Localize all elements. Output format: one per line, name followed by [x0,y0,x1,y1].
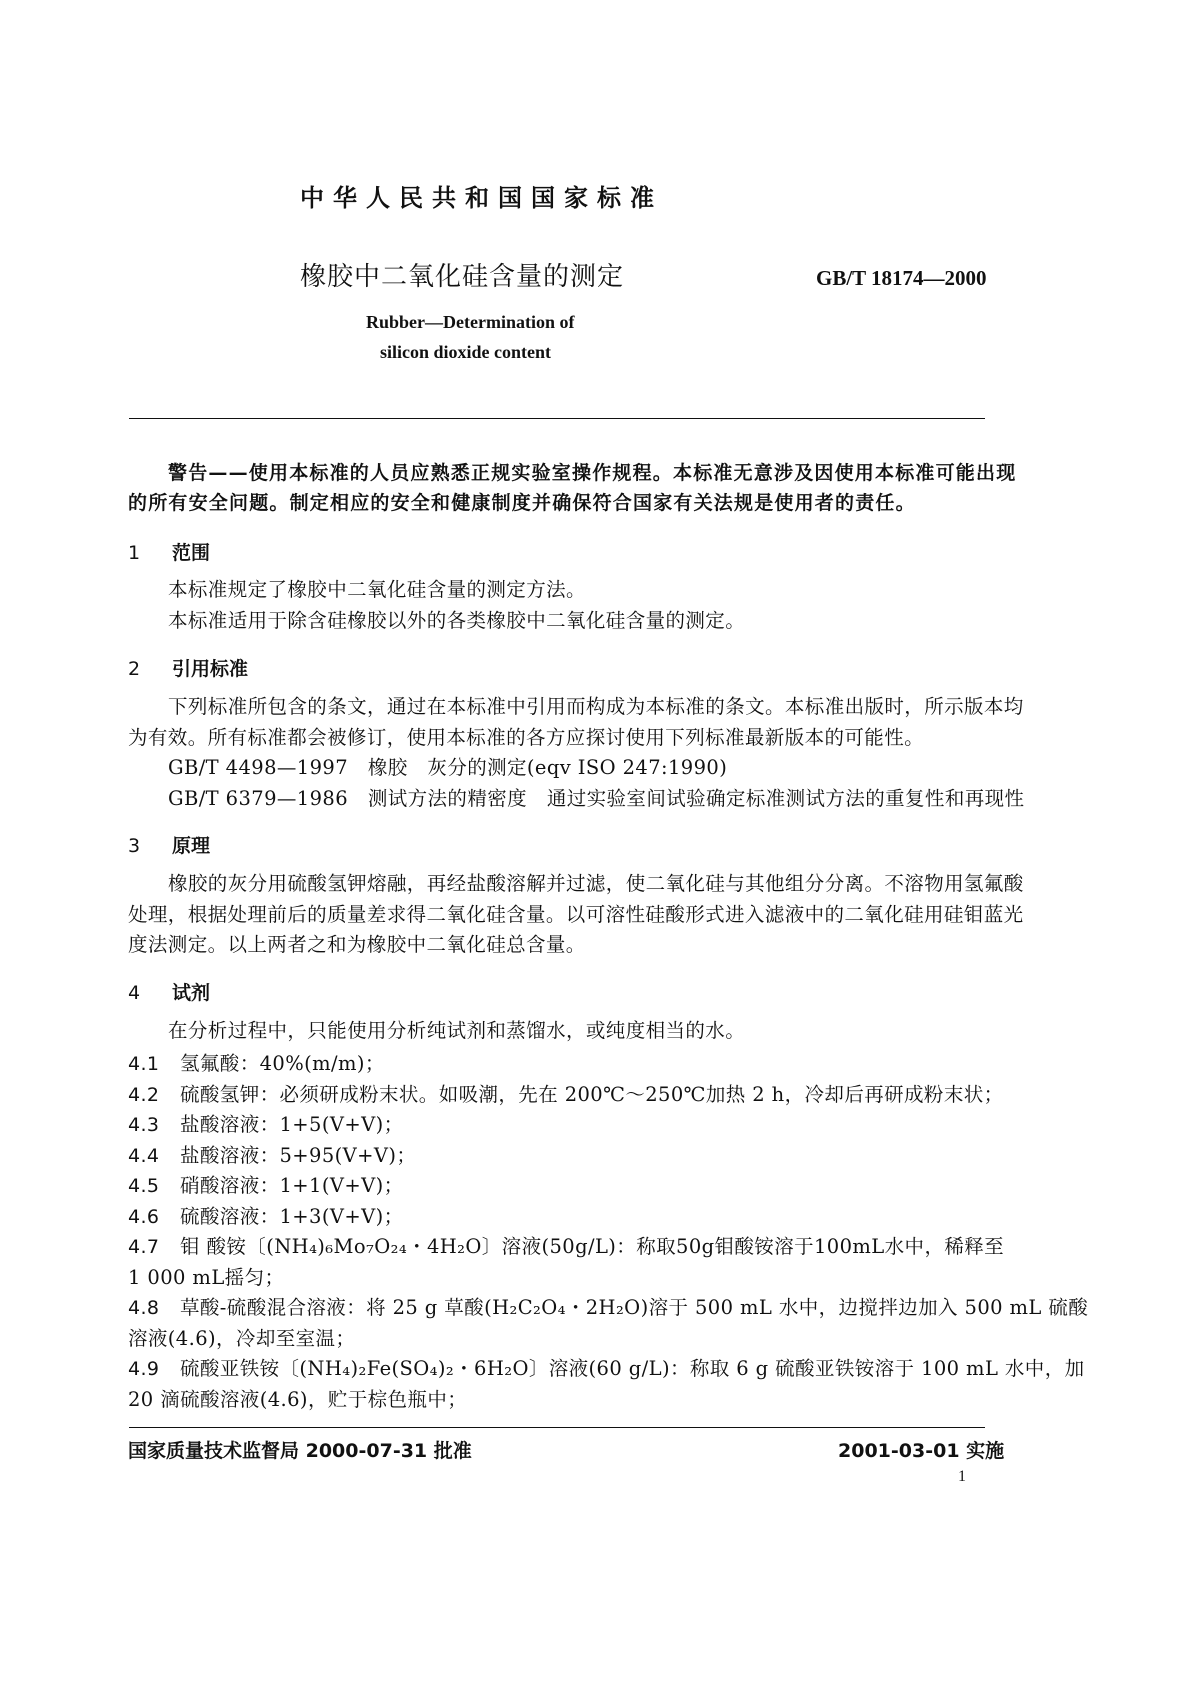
reagent-item [128,1201,403,1229]
section-number: 1 [128,542,141,564]
item-text: 硫酸溶液：1+3(V+V)； [180,1205,404,1228]
reagent-item-continuation: 1 000 mL摇匀； [128,1266,285,1289]
section-4-heading [128,978,210,1005]
reference-standard-2: GB/T 6379—1986 测试方法的精密度 通过实验室间试验确定标准测试方法的重复性和再现性 [168,787,1025,810]
approval-statement: 国家质量技术监督局 2000-07-31 批准 [128,1440,472,1462]
item-number: 4.6 [128,1206,160,1228]
reagent-item [128,1231,1004,1259]
reagent-item [128,1079,1004,1107]
footer-divider [129,1427,985,1428]
item-number: 4.2 [128,1084,160,1106]
item-text: 盐酸溶液：1+5(V+V)； [180,1113,404,1136]
warning-line-1: 警告——使用本标准的人员应熟悉正规实验室操作规程。本标准无意涉及因使用本标准可能出现 [168,462,1017,484]
header-divider [129,418,985,419]
item-number: 4.1 [128,1053,160,1075]
paragraph-line: 橡胶的灰分用硫酸氢钾熔融，再经盐酸溶解并过滤，使二氧化硅与其他组分分离。不溶物用氢氟酸 [168,872,1024,895]
paragraph: 本标准适用于除含硅橡胶以外的各类橡胶中二氧化硅含量的测定。 [168,609,746,632]
english-title-line1: Rubber—Determination of [366,312,575,332]
section-title: 引用标准 [172,658,249,680]
item-text: 氢氟酸：40%(m/m)； [180,1052,385,1075]
item-text: 钼 酸铵〔(NH₄)₆Mo₇O₂₄・4H₂O〕溶液(50g/L)：称取50g钼酸铵溶于100mL水中，稀释至 [180,1235,1005,1258]
section-1-heading [128,538,210,565]
item-number: 4.7 [128,1236,160,1258]
warning-line-2: 的所有安全问题。制定相应的安全和健康制度并确保符合国家有关法规是使用者的责任。 [128,492,916,514]
section-number: 4 [128,982,141,1004]
reagent-item [128,1048,385,1076]
section-number: 3 [128,835,141,857]
item-number: 4.4 [128,1145,160,1167]
item-text: 硫酸亚铁铵〔(NH₄)₂Fe(SO₄)₂・6H₂O〕溶液(60 g/L)：称取 6 g 硫酸亚铁铵溶于 100 mL 水中，加 [180,1357,1085,1380]
reagent-item [128,1353,1085,1381]
item-text: 硫酸氢钾：必须研成粉末状。如吸潮，先在 200℃～250℃加热 2 h，冷却后再研成粉末状； [180,1083,1004,1106]
reagent-item-continuation: 溶液(4.6)，冷却至室温； [128,1327,356,1350]
item-text: 盐酸溶液：5+95(V+V)； [180,1144,417,1167]
paragraph: 本标准规定了橡胶中二氧化硅含量的测定方法。 [168,578,586,601]
item-number: 4.8 [128,1297,160,1319]
section-title: 范围 [172,542,211,564]
section-title: 试剂 [172,982,211,1004]
paragraph-line: 度法测定。以上两者之和为橡胶中二氧化硅总含量。 [128,933,586,956]
paragraph: 在分析过程中，只能使用分析纯试剂和蒸馏水，或纯度相当的水。 [168,1019,746,1042]
reagent-item [128,1109,403,1137]
reagent-item [128,1140,416,1168]
item-number: 4.9 [128,1358,160,1380]
standard-code: GB/T 18174—2000 [816,266,987,290]
paragraph-line: 为有效。所有标准都会被修订，使用本标准的各方应探讨使用下列标准最新版本的可能性。 [128,726,925,749]
section-3-heading [128,831,210,858]
section-number: 2 [128,658,141,680]
paragraph-line: 下列标准所包含的条文，通过在本标准中引用而构成为本标准的条文。本标准出版时，所示版本均 [168,695,1024,718]
national-standard-heading: 中华人民共和国国家标准 [300,184,663,212]
item-number: 4.3 [128,1114,160,1136]
page-number: 1 [958,1468,966,1485]
section-title: 原理 [172,835,211,857]
item-text: 硝酸溶液：1+1(V+V)； [180,1174,404,1197]
item-number: 4.5 [128,1175,160,1197]
reagent-item [128,1170,403,1198]
effective-date: 2001-03-01 实施 [838,1440,1005,1462]
document-title: 橡胶中二氧化硅含量的测定 [300,262,625,292]
reagent-item [128,1292,1088,1320]
reagent-item-continuation: 20 滴硫酸溶液(4.6)，贮于棕色瓶中； [128,1388,468,1411]
paragraph-line: 处理，根据处理前后的质量差求得二氧化硅含量。以可溶性硅酸形式进入滤液中的二氧化硅用硅钼蓝光 [128,903,1024,926]
reference-standard-1: GB/T 4498—1997 橡胶 灰分的测定(eqv ISO 247:1990) [168,756,728,779]
english-title-line2: silicon dioxide content [380,342,552,362]
item-text: 草酸-硫酸混合溶液：将 25 g 草酸(H₂C₂O₄・2H₂O)溶于 500 mL 水中，边搅拌边加入 500 mL 硫酸 [180,1296,1089,1319]
section-2-heading [128,654,248,681]
